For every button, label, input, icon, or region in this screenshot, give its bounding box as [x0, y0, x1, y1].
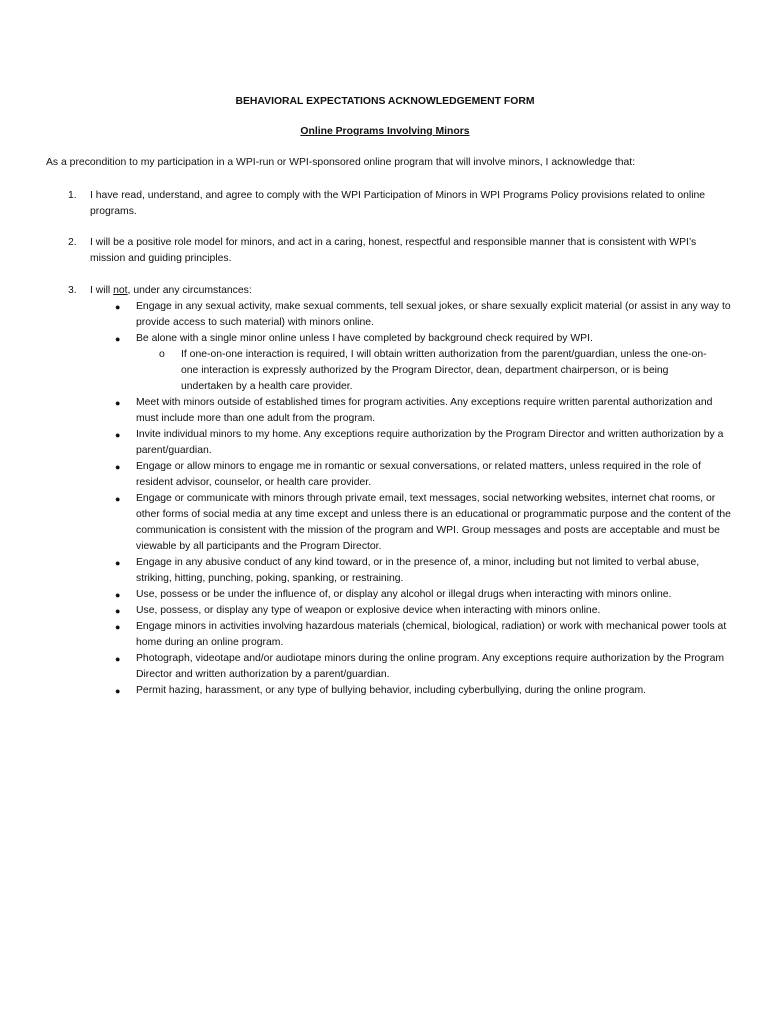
numbered-item-1: [46, 188, 726, 220]
emphasis-not: not: [113, 285, 128, 296]
form-title: BEHAVIORAL EXPECTATIONS ACKNOWLEDGEMENT FORM: [235, 96, 535, 107]
list-item: ● Engage minors in activities involving hazardous materials (chemical, biological, radiation) or work with mechanical power tools at home during an online program.: [115, 621, 727, 648]
list-item: ● Be alone with a single minor online unless I have completed by background check required by WPI. o If one-on-one interaction is required, I will obtain written authorization from the parent/guardian, unless the one-on-one interaction is expressly authorized by the Program Director, dean, department chairperson, or is being undertaken by a health care provider.: [136, 331, 736, 395]
list-item: ● Engage in any sexual activity, make sexual comments, tell sexual jokes, or share sexually explicit material (or assist in any way to provide access to such material) with minors online.: [115, 301, 731, 328]
bullet-icon: ●: [115, 606, 121, 616]
item-text: I have read, understand, and agree to comply with the WPI Participation of Minors in WPI Programs Policy provisions related to online programs.: [90, 190, 706, 217]
form-subtitle: Online Programs Involving Minors: [300, 126, 470, 137]
list-item: ● Use, possess or be under the influence of, or display any alcohol or illegal drugs when interacting with minors online.: [136, 587, 736, 603]
list-item: ● Engage in any abusive conduct of any kind toward, or in the presence of, a minor, including but not limited to verbal abuse, striking, hitting, punching, poking, spanking, or restraining.: [115, 557, 700, 584]
bullet-icon: ●: [115, 622, 121, 632]
bullet-icon: ●: [115, 686, 121, 696]
list-item: ● Engage or communicate with minors through private email, text messages, social networking websites, internet chat rooms, or other forms of social media at any time except and unless there is an educational or programmatic purpose and the content of the communication is consistent with the mission of the program and WPI. Group messages and posts are acceptable and must be viewable by all participants and the Program Director.: [115, 493, 731, 552]
item-number: 3.: [68, 285, 77, 296]
bullet-icon: ●: [115, 654, 121, 664]
numbered-item-2: [46, 235, 726, 267]
list-item: ● Engage or allow minors to engage me in romantic or sexual conversations, or related matters, unless required in the role of resident advisor, counselor, or health care provider.: [115, 461, 701, 488]
sub-list-item: o If one-on-one interaction is required, I will obtain written authorization from the parent/guardian, unless the one-on-one interaction is expressly authorized by the Program Director, dean, department chairperson, or is being undertaken by a health care provider.: [159, 349, 707, 392]
list-item: ● Meet with minors outside of established times for program activities. Any exceptions require written parental authorization and must include more than one adult from the program.: [115, 397, 713, 424]
list-item: ● Photograph, videotape and/or audiotape minors during the online program. Any exceptions require authorization by the Program Director and written authorization by a parent/guardian.: [115, 653, 725, 680]
bullet-icon: ●: [115, 302, 121, 312]
item-text: I will not, under any circumstances:: [90, 285, 252, 296]
circumstances-list: [115, 299, 736, 699]
hollow-bullet-icon: o: [159, 349, 165, 360]
bullet-icon: ●: [115, 430, 121, 440]
bullet-icon: ●: [115, 334, 121, 344]
item-number: 2.: [68, 237, 77, 248]
intro-paragraph: As a precondition to my participation in a WPI-run or WPI-sponsored online program that will involve minors, I acknowledge that:: [46, 157, 636, 168]
bullet-icon: ●: [115, 558, 121, 568]
list-item: ● Use, possess, or display any type of weapon or explosive device when interacting with minors online.: [136, 603, 736, 619]
bullet-icon: ●: [115, 462, 121, 472]
item-number: 1.: [68, 190, 77, 201]
numbered-item-3: [46, 283, 770, 699]
bullet-icon: ●: [115, 398, 121, 408]
sub-list: [159, 347, 721, 395]
list-item: ● Invite individual minors to my home. Any exceptions require authorization by the Program Director and written authorization by a parent/guardian.: [115, 429, 724, 456]
bullet-icon: ●: [115, 590, 121, 600]
bullet-icon: ●: [115, 494, 121, 504]
list-item: ● Permit hazing, harassment, or any type of bullying behavior, including cyberbullying, during the online program.: [136, 683, 736, 699]
item-text: I will be a positive role model for minors, and act in a caring, honest, respectful and responsible manner that is consistent with WPI’s mission and guiding principles.: [90, 237, 697, 264]
